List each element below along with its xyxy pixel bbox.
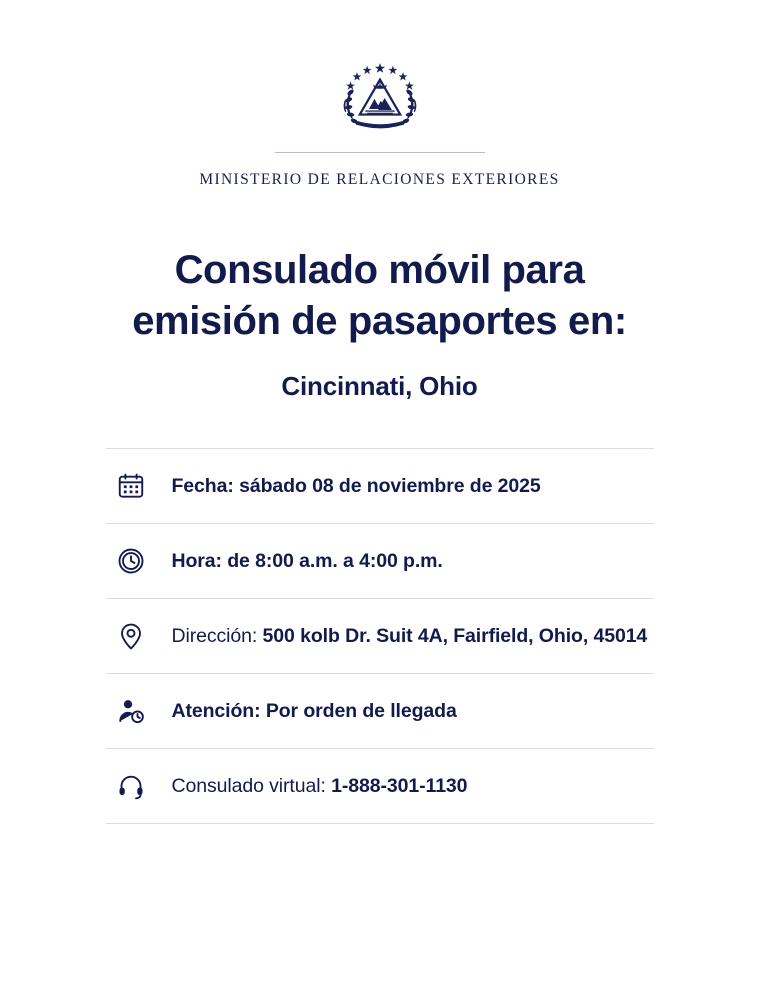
detail-text-consulado-virtual: [172, 773, 468, 800]
detail-label-atencion: Atención:: [171, 699, 261, 722]
person-clock-icon: [116, 696, 172, 726]
headset-icon: [116, 771, 172, 801]
crest-divider: [275, 152, 485, 153]
detail-text-direccion: [172, 623, 648, 650]
detail-label-consulado-virtual: Consulado virtual:: [171, 774, 326, 797]
detail-row-consulado-virtual: [106, 749, 654, 823]
detail-value-hora: de 8:00 a.m. a 4:00 p.m.: [227, 549, 443, 572]
detail-text-atencion: [172, 698, 457, 725]
map-pin-icon: [116, 621, 172, 651]
detail-label-direccion: Dirección:: [171, 624, 258, 647]
el-salvador-coat-of-arms-icon: [334, 52, 426, 144]
details-list: [106, 448, 654, 824]
page-title-line2: emisión de pasaportes en:: [132, 299, 627, 344]
detail-value-fecha: sábado 08 de noviembre de 2025: [239, 474, 541, 497]
detail-row-atencion: [106, 674, 654, 748]
detail-value-consulado-virtual: 1-888-301-1130: [331, 774, 468, 797]
detail-value-direccion: 500 kolb Dr. Suit 4A, Fairfield, Ohio, 45014: [262, 624, 648, 647]
detail-label-fecha: Fecha:: [171, 474, 234, 497]
calendar-icon: [116, 471, 172, 501]
page-subtitle-location: Cincinnati, Ohio: [281, 371, 478, 402]
page-title: [0, 245, 759, 347]
header: [0, 0, 759, 189]
detail-row-direccion: [106, 599, 654, 673]
detail-label-hora: Hora:: [171, 549, 222, 572]
detail-text-fecha: [172, 473, 541, 500]
detail-value-atencion: Por orden de llegada: [265, 699, 457, 722]
detail-row-hora: [106, 524, 654, 598]
divider: [106, 823, 654, 824]
detail-text-hora: [172, 548, 443, 575]
clock-icon: [116, 546, 172, 576]
page-title-line1: Consulado móvil para: [174, 248, 585, 292]
detail-row-fecha: [106, 449, 654, 523]
ministry-name: MINISTERIO DE RELACIONES EXTERIORES: [199, 171, 560, 188]
